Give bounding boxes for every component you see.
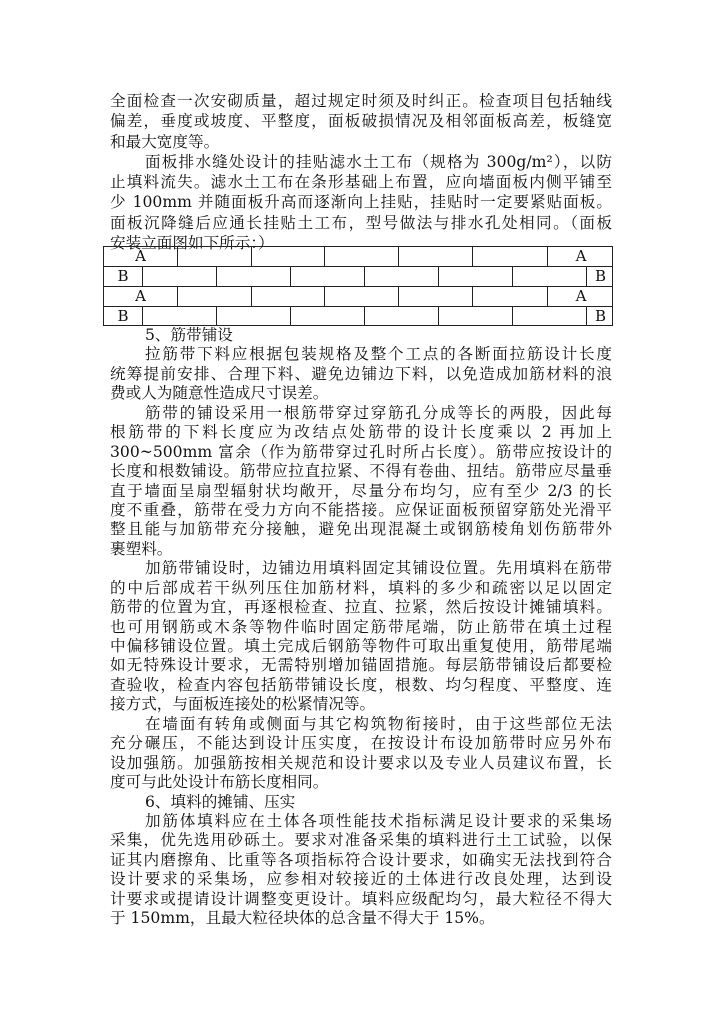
text-line: 筋带的位置为宜，再逐根检查、拉直、拉紧，然后按设计摊铺填料。 (110, 598, 612, 617)
panel-cell (513, 267, 587, 286)
panel-cell (439, 307, 513, 326)
text-line: 裹塑料。 (110, 539, 173, 558)
panel-cell (399, 287, 473, 306)
panel-cell (178, 247, 252, 266)
text-line: 接方式，与面板连接处的松紧情况等。 (110, 695, 376, 714)
section-heading: 5、筋带铺设 (145, 326, 233, 344)
panel-cell (399, 247, 473, 266)
text-line: 采集，优先选用砂砾土。要求对准备采集的填料进行土工试验，以保 (110, 831, 612, 850)
panel-cell (252, 287, 325, 306)
text-line: 在墙面有转角或侧面与其它构筑物衔接时，由于这些部位无法 (145, 714, 612, 733)
panel-cell (143, 307, 217, 326)
panel-row-a (104, 287, 612, 307)
text-line: 的中后部成若干纵列压住加筋材料，填料的多少和疏密以足以固定 (110, 578, 612, 597)
text-line: 设计要求的采集场，应参相对较接近的土体进行改良处理，达到设 (110, 870, 612, 889)
text-line: 长度和根数铺设。筋带应拉直拉紧、不得有卷曲、扭结。筋带应尽量垂 (110, 462, 612, 481)
text-line: 整且能与加筋带充分接触，避免出现混凝土或钢筋棱角划伤筋带外 (110, 520, 612, 539)
text-line: 证其内磨擦角、比重等各项指标符合设计要求，如确实无法找到符合 (110, 850, 612, 869)
panel-cell (325, 287, 399, 306)
panel-cell (252, 247, 325, 266)
text-line: 和最大宽度等。 (110, 132, 220, 151)
panel-cell (365, 267, 439, 286)
text-line: 全面检查一次安砌质量，超过规定时须及时纠正。检查项目包括轴线 (110, 92, 612, 110)
text-block-top (110, 91, 612, 253)
text-line: 直于墙面呈扇型辐射状均敞开，尽量分布均匀，应有至少 2/3 的长 (110, 481, 612, 500)
text-line: 偏差，垂度或坡度、平整度，面板破损情况及相邻面板高差，板缝宽 (110, 112, 612, 131)
panel-cell (217, 267, 291, 286)
panel-label-right: B (594, 307, 607, 325)
text-block-main (110, 326, 612, 929)
panel-label-right: A (575, 287, 587, 305)
panel-cell (325, 247, 399, 266)
text-line: 于 150mm，且最大粒径块体的总含量不得大于 15%。 (110, 909, 495, 928)
text-line: 度不重叠，筋带在受力方向不能搭接。应保证面板预留穿筋处光滑平 (110, 500, 612, 519)
panel-cell (143, 267, 217, 286)
text-line: 加筋带铺设时，边铺边用填料固定其铺设位置。先用填料在筋带 (145, 559, 612, 578)
panel-elevation-diagram (103, 246, 613, 326)
text-line: 面板沉降缝后应通长挂贴土工布，型号做法与排水孔处相同。（面板 (110, 213, 612, 232)
text-line: 根筋带的下料长度应为改结点处筋带的设计长度乘以 2 再加上 (110, 423, 612, 442)
panel-cell (439, 267, 513, 286)
text-line: 也可用钢筋或木条等物件临时固定筋带尾端，防止筋带在填土过程 (110, 617, 612, 636)
text-line: 度可与此处设计布筋长度相同。 (110, 773, 329, 792)
panel-cell (291, 307, 365, 326)
panel-cell (473, 287, 548, 306)
text-line: 安装立面图如下所示：） (110, 234, 274, 253)
text-line: 设加强筋。加强筋按相关规范和设计要求以及专业人员建议布置，长 (110, 753, 612, 772)
text-line: 止填料流失。滤水土工布在条形基础上布置，应向墙面板内侧平铺至 (110, 173, 612, 192)
text-line: 面板排水缝处设计的挂贴滤水土工布（规格为 300g/m²），以防 (145, 152, 612, 171)
panel-label-right: A (575, 247, 587, 265)
panel-label-left: A (104, 247, 178, 266)
panel-label-left: A (104, 287, 178, 306)
panel-cell (178, 287, 252, 306)
text-line: 充分碾压，不能达到设计压实度，在按设计布设加筋带时应另外布 (110, 734, 612, 753)
text-line: 拉筋带下料应根据包装规格及整个工点的各断面拉筋设计长度 (145, 345, 612, 364)
panel-cell (513, 307, 587, 326)
panel-row-a (104, 247, 612, 267)
text-line: 筋带的铺设采用一根筋带穿过穿筋孔分成等长的两股，因此每 (145, 403, 612, 422)
text-line: 加筋体填料应在土体各项性能技术指标满足设计要求的采集场 (145, 811, 612, 830)
text-line: 中偏移铺设位置。填土完成后钢筋等物件可取出重复使用，筋带尾端 (110, 637, 612, 655)
text-line: 费或人为随意性造成尺寸误差。 (110, 384, 329, 403)
text-line: 统筹提前安排、合理下料、避免边铺边下料，以免造成加筋材料的浪 (110, 364, 612, 383)
text-line: 少 100mm 并随面板升高而逐渐向上挂贴，挂贴时一定要紧贴面板。 (110, 193, 612, 212)
panel-row-b (104, 267, 612, 287)
text-line: 如无特殊设计要求，无需特别增加锚固措施。每层筋带铺设后都要检 (110, 656, 612, 675)
panel-cell (365, 307, 439, 326)
panel-cell (291, 267, 365, 286)
panel-label-left: B (104, 307, 143, 326)
text-line: 300~500mm 富余（作为筋带穿过孔时所占长度）。筋带应按设计的 (110, 442, 612, 461)
panel-label-right: B (594, 267, 607, 285)
panel-row-b (104, 307, 612, 327)
panel-cell (473, 247, 548, 266)
text-line: 计要求或提请设计调整变更设计。填料应级配均匀，最大粒径不得大 (110, 889, 612, 908)
panel-label-left: B (104, 267, 143, 286)
text-line: 查验收，检查内容包括筋带铺设长度，根数、均匀程度、平整度、连 (110, 675, 612, 694)
section-heading: 6、填料的摊铺、压实 (145, 792, 296, 811)
panel-cell (217, 307, 291, 326)
